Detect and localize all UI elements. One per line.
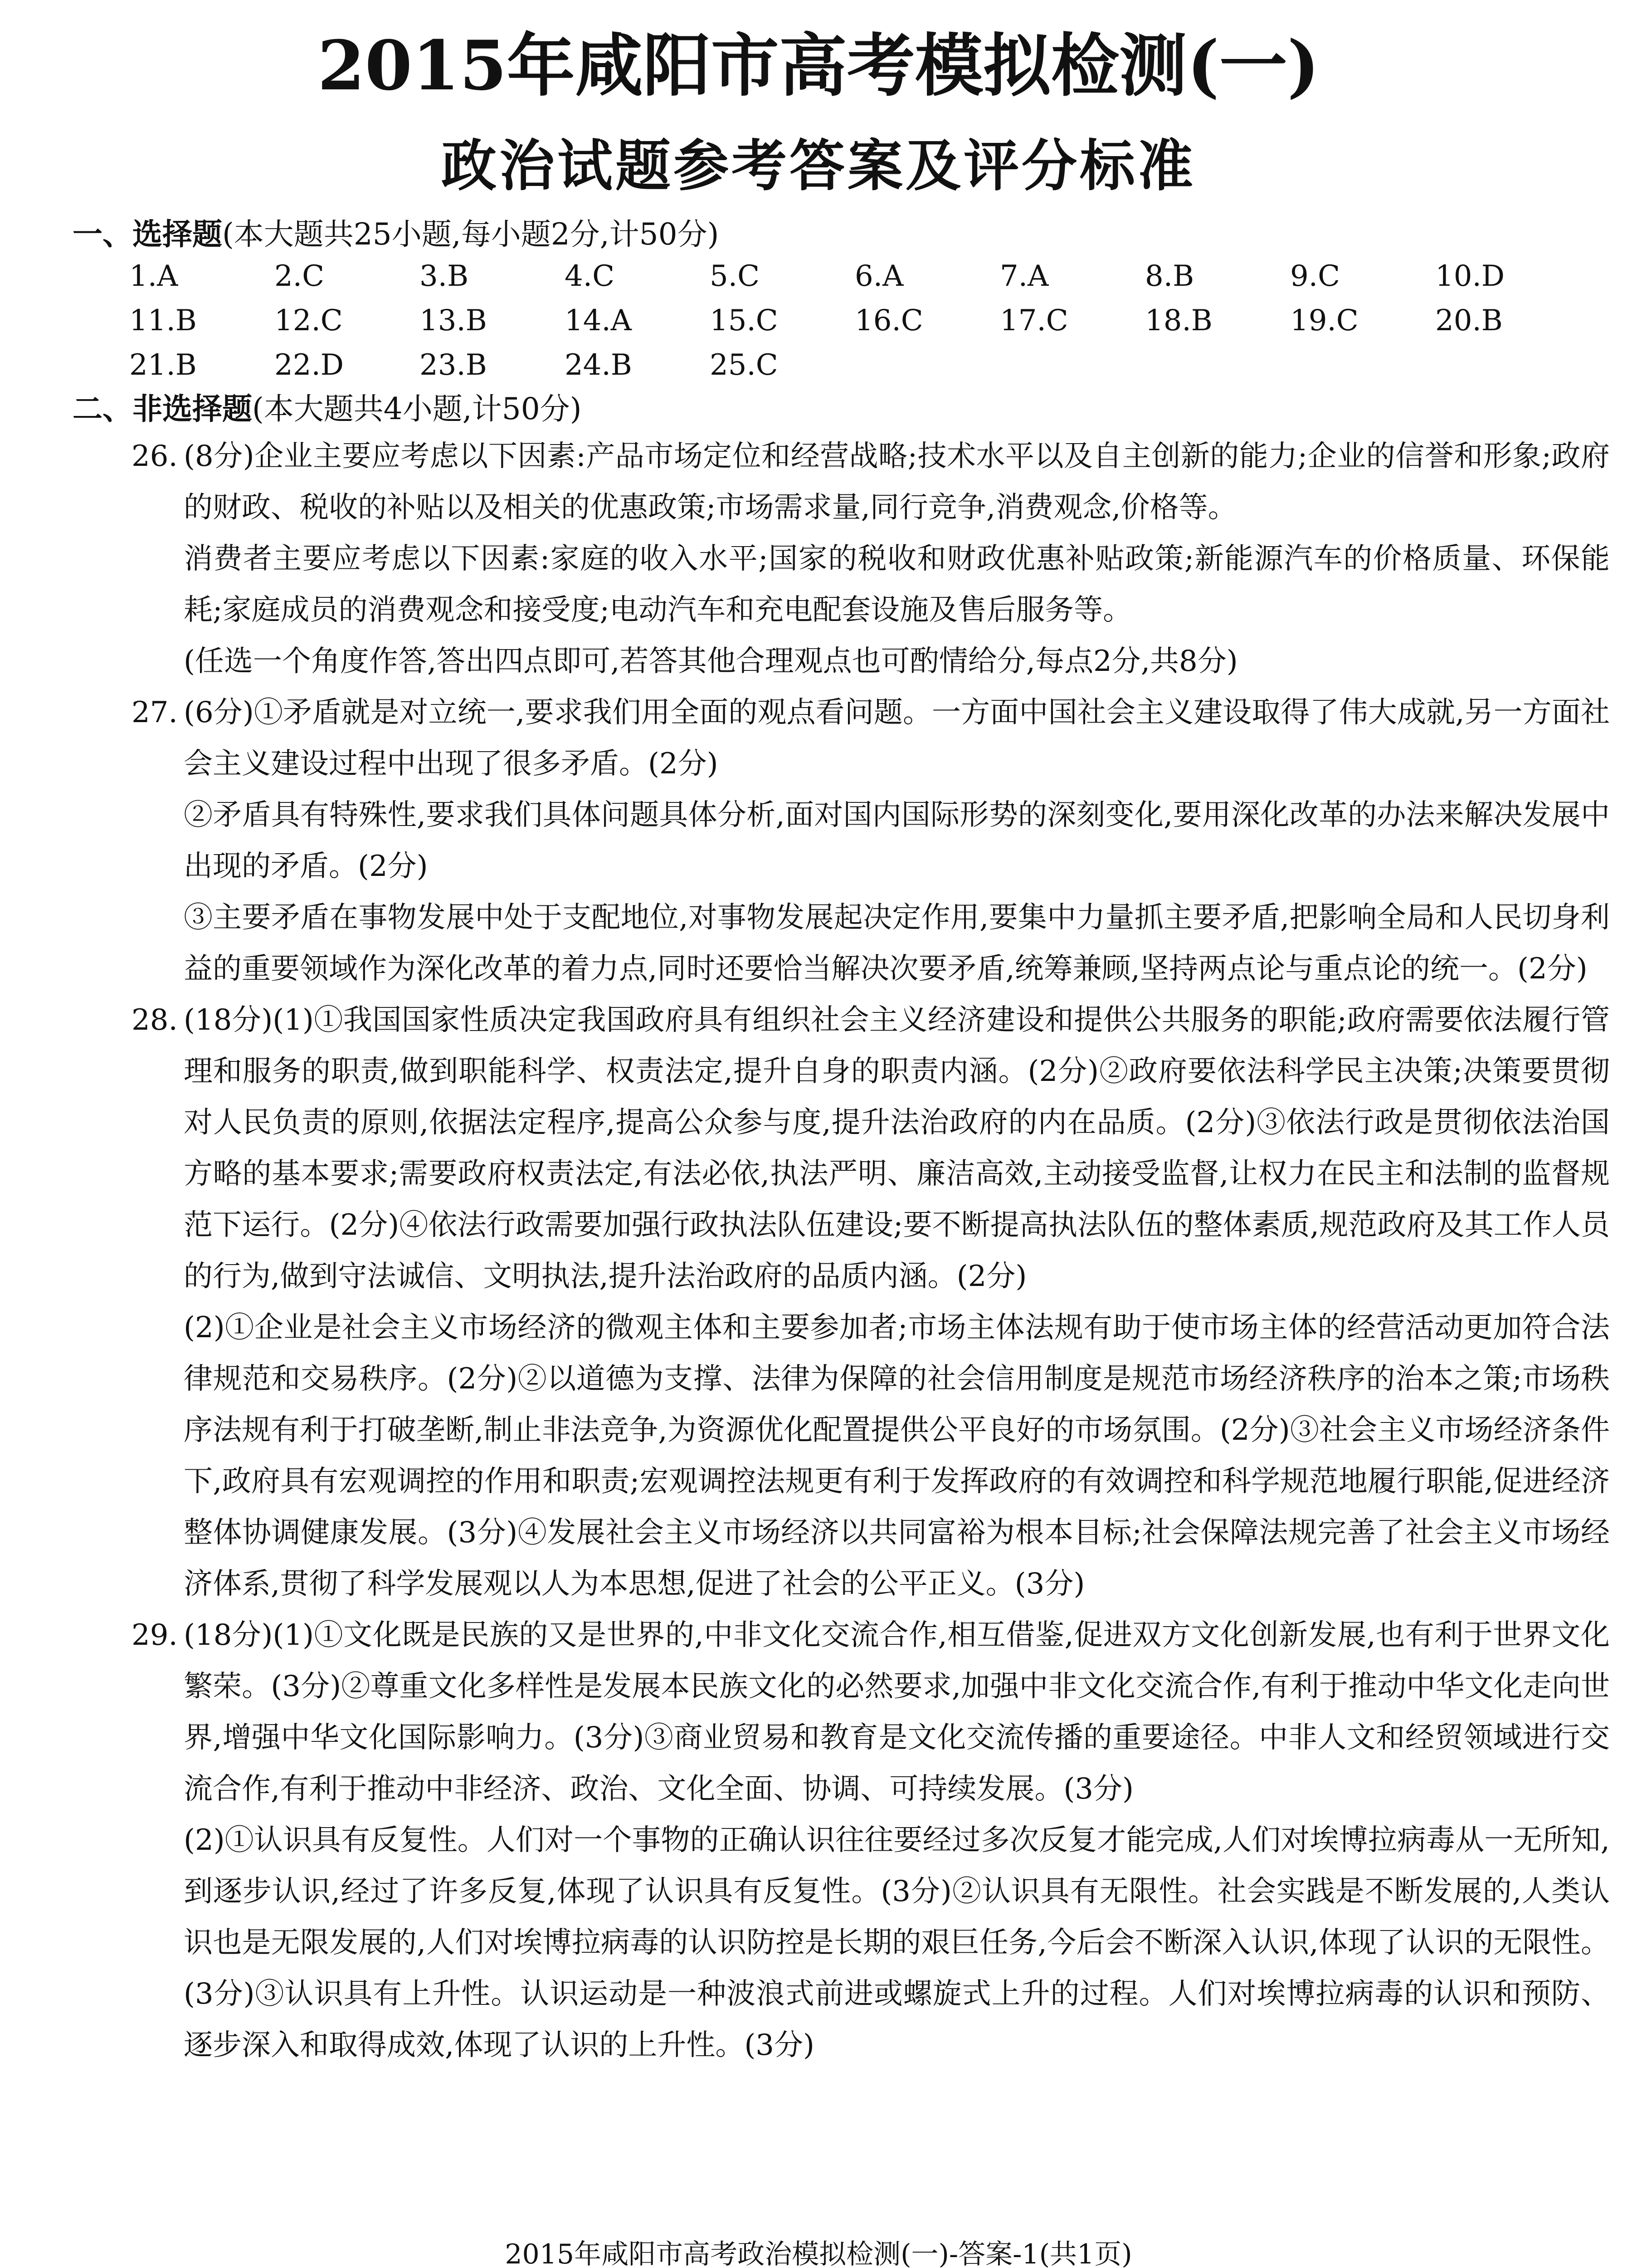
- question-number: 26.: [132, 440, 178, 473]
- answer-item: 2.C: [274, 259, 325, 293]
- question-answer: [184, 995, 1610, 1610]
- answer-item: 13.B: [419, 304, 487, 337]
- answer-paragraph: 消费者主要应考虑以下因素:家庭的收入水平;国家的税收和财政优惠补贴政策;新能源汽车的价格质量、环保能耗;家庭成员的消费观念和接受度;电动汽车和充电配套设施及售后服务等。: [184, 542, 1610, 627]
- answer-item: 17.C: [1000, 304, 1068, 337]
- question-answer: [184, 687, 1610, 995]
- answer-item: 10.D: [1435, 259, 1505, 293]
- answer-paragraph: (8分)企业主要应考虑以下因素:产品市场定位和经营战略;技术水平以及自主创新的能力;企业的信誉和形象;政府的财政、税收的补贴以及相关的优惠政策;市场需求量,同行竞争,消费观念,价格等。: [184, 440, 1610, 524]
- answer-paragraph: (2)①企业是社会主义市场经济的微观主体和主要参加者;市场主体法规有助于使市场主体的经营活动更加符合法律规范和交易秩序。(2分)②以道德为支撑、法律为保障的社会信用制度是规范市场经济秩序的治本之策;市场秩序法规有利于打破垄断,制止非法竞争,为资源优化配置提供公平良好的市场氛围。(2分)③社会主义市场经济条件下,政府具有宏观调控的作用和职责;宏观调控法规更有利于发挥政府的有效调控和科学规范地履行职能,促进经济整体协调健康发展。(3分)④发展社会主义市场经济以共同富裕为根本目标;社会保障法规完善了社会主义市场经济体系,贯彻了科学发展观以人为本思想,促进了社会的公平正义。(3分): [184, 1311, 1610, 1601]
- section-note: (本大题共25小题,每小题2分,计50分): [222, 217, 719, 252]
- section-note: (本大题共4小题,计50分): [252, 391, 582, 426]
- answer-item: 24.B: [565, 348, 632, 382]
- page-subtitle: 政治试题参考答案及评分标准: [441, 133, 1196, 198]
- question-answer: [184, 1610, 1610, 2071]
- choice-answer-grid: [129, 254, 1580, 387]
- answer-item: 18.B: [1145, 304, 1213, 337]
- answer-item: 23.B: [419, 348, 487, 382]
- answer-item: 5.C: [710, 259, 760, 293]
- page-title: 2015年咸阳市高考模拟检测(一): [317, 26, 1320, 106]
- answer-item: 19.C: [1290, 304, 1359, 337]
- answer-paragraph: ②矛盾具有特殊性,要求我们具体问题具体分析,面对国内国际形势的深刻变化,要用深化改革的办法来解决发展中出现的矛盾。(2分): [184, 798, 1610, 883]
- page-footer: 2015年咸阳市高考政治模拟检测(一)-答案-1(共1页): [505, 2239, 1132, 2268]
- question-answer: [184, 431, 1610, 687]
- question-number: 29.: [132, 1618, 178, 1652]
- answer-row: [129, 254, 1580, 298]
- answer-item: 14.A: [565, 304, 632, 337]
- answer-paragraph: (18分)(1)①我国国家性质决定我国政府具有组织社会主义经济建设和提供公共服务的职能;政府需要依法履行管理和服务的职责,做到职能科学、权责法定,提升自身的职责内涵。(2分)②政府要依法科学民主决策;决策要贯彻对人民负责的原则,依据法定程序,提高公众参与度,提升法治政府的内在品质。(2分)③依法行政是贯彻依法治国方略的基本要求;需要政府权责法定,有法必依,执法严明、廉洁高效,主动接受监督,让权力在民主和法制的监督规范下运行。(2分)④依法行政需要加强行政执法队伍建设;要不断提高执法队伍的整体素质,规范政府及其工作人员的行为,做到守法诚信、文明执法,提升法治政府的品质内涵。(2分): [184, 1003, 1610, 1293]
- section-title: 一、选择题: [73, 216, 222, 252]
- question-number: 28.: [132, 1003, 178, 1037]
- question-block: [132, 687, 1610, 995]
- question-block: [132, 431, 1610, 687]
- question-block: [132, 1610, 1610, 2071]
- question-block: [132, 995, 1610, 1610]
- answer-item: 1.A: [129, 259, 178, 293]
- section-heading-nonchoice: [73, 388, 581, 430]
- answer-paragraph: ③主要矛盾在事物发展中处于支配地位,对事物发展起决定作用,要集中力量抓主要矛盾,把影响全局和人民切身利益的重要领域作为深化改革的着力点,同时还要恰当解决次要矛盾,统筹兼顾,坚持两点论与重点论的统一。(2分): [184, 901, 1610, 986]
- answer-item: 4.C: [565, 259, 615, 293]
- answer-item: 21.B: [129, 348, 197, 382]
- answer-row: [129, 298, 1580, 343]
- section-heading-choice: [73, 213, 719, 255]
- answer-paragraph: (18分)(1)①文化既是民族的又是世界的,中非文化交流合作,相互借鉴,促进双方文化创新发展,也有利于世界文化繁荣。(3分)②尊重文化多样性是发展本民族文化的必然要求,加强中非文化交流合作,有利于推动中华文化走向世界,增强中华文化国际影响力。(3分)③商业贸易和教育是文化交流传播的重要途径。中非人文和经贸领域进行交流合作,有利于推动中非经济、政治、文化全面、协调、可持续发展。(3分): [184, 1618, 1610, 1806]
- answer-item: 9.C: [1290, 259, 1340, 293]
- answer-item: 22.D: [274, 348, 344, 382]
- answer-item: 7.A: [1000, 259, 1049, 293]
- answer-item: 16.C: [855, 304, 923, 337]
- answer-paragraph: (6分)①矛盾就是对立统一,要求我们用全面的观点看问题。一方面中国社会主义建设取得了伟大成就,另一方面社会主义建设过程中出现了很多矛盾。(2分): [184, 696, 1610, 781]
- question-list: [132, 431, 1610, 2071]
- answer-item: 6.A: [855, 259, 904, 293]
- answer-paragraph: (任选一个角度作答,答出四点即可,若答其他合理观点也可酌情给分,每点2分,共8分): [184, 645, 1238, 678]
- answer-item: 15.C: [710, 304, 778, 337]
- answer-item: 12.C: [274, 304, 343, 337]
- answer-row: [129, 343, 1580, 387]
- answer-item: 25.C: [710, 348, 778, 382]
- answer-paragraph: (2)①认识具有反复性。人们对一个事物的正确认识往往要经过多次反复才能完成,人们对埃博拉病毒从一无所知,到逐步认识,经过了许多反复,体现了认识具有反复性。(3分)②认识具有无限性。社会实践是不断发展的,人类认识也是无限发展的,人们对埃博拉病毒的认识防控是长期的艰巨任务,今后会不断深入认识,体现了认识的无限性。(3分)③认识具有上升性。认识运动是一种波浪式前进或螺旋式上升的过程。人们对埃博拉病毒的认识和预防、逐步深入和取得成效,体现了认识的上升性。(3分): [184, 1823, 1610, 2062]
- answer-item: 11.B: [129, 304, 197, 337]
- answer-item: 8.B: [1145, 259, 1194, 293]
- question-number: 27.: [132, 696, 178, 729]
- section-title: 二、非选择题: [73, 391, 252, 426]
- answer-item: 3.B: [419, 259, 469, 293]
- answer-item: 20.B: [1435, 304, 1503, 337]
